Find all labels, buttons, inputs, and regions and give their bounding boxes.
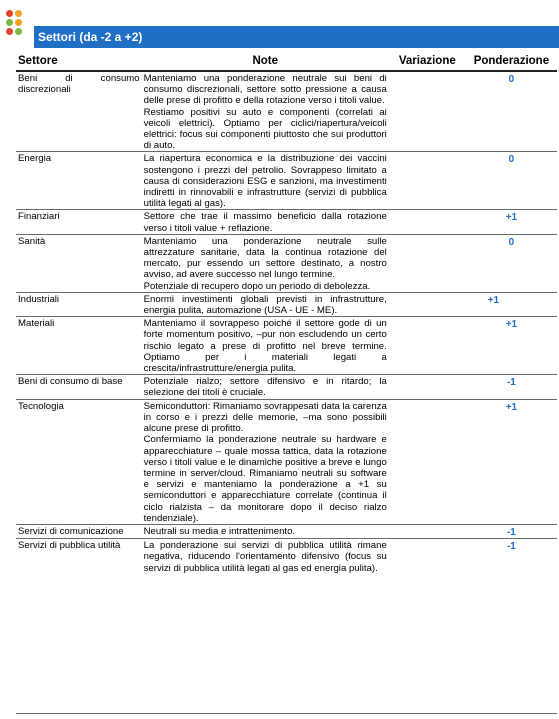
sector-ponderazione: 0 — [508, 74, 515, 85]
sector-variazione — [389, 539, 466, 574]
logo-dot-red-2 — [6, 28, 13, 35]
sector-ponderazione: +1 — [505, 319, 518, 331]
section-title: Settori (da -2 a +2) — [38, 30, 143, 44]
sector-note — [142, 375, 389, 399]
table-row — [16, 375, 557, 399]
sector-note — [142, 524, 389, 538]
col-header-variazione: Variazione — [389, 54, 466, 71]
sector-ponderazione: -1 — [506, 526, 516, 538]
sector-variazione — [389, 152, 466, 210]
sector-variazione — [389, 399, 466, 524]
sector-table — [16, 54, 557, 574]
sector-ponderazione-cell — [466, 234, 557, 292]
sector-note — [142, 539, 389, 574]
sector-ponderazione-cell — [466, 292, 557, 316]
sector-ponderazione-cell — [466, 71, 557, 152]
sector-note — [142, 234, 389, 292]
sector-name: Servizi di pubblica utilità — [16, 539, 142, 574]
sector-variazione — [389, 71, 466, 152]
table-row — [16, 292, 557, 316]
sector-note — [142, 399, 389, 524]
section-header — [34, 26, 559, 48]
sector-ponderazione: +1 — [487, 294, 500, 306]
sector-variazione — [389, 317, 466, 375]
sector-name: Industriali — [16, 292, 142, 316]
note-paragraph: Manteniamo una ponderazione neutrale sui beni di consumo discrezionali, settore sotto pressione a causa delle prese di profitto e della rotazione verso i titoli value. — [143, 73, 387, 107]
note-paragraph: Potenziale di recupero dopo un periodo di debolezza. — [143, 280, 371, 292]
note-paragraph: Manteniamo una ponderazione neutrale sulle attrezzature sanitarie, data la continua rotazione del mercato, pur essendo un settore destinato, a nostro avviso, ad avere successo nel lungo termine. — [143, 235, 387, 281]
note-paragraph: Enormi investimenti globali previsti in infrastrutture, energia pulita, automazione (USA - UE - ME). — [143, 293, 387, 317]
sector-ponderazione: 0 — [508, 154, 515, 166]
table-row — [16, 317, 557, 375]
note-paragraph: Confermiamo la ponderazione neutrale su hardware e apparecchiature – quale mossa tattica, data la rotazione verso i titoli value e le dinamiche positive a breve e lungo termine in server/cloud. Rimaniamo neutrali su software e servizi e manteniamo la ponderazione a +1 su semiconduttori e apparecchiature correlate (continua il ciclo rialzista – da monitorare dopo il deciso rialzo tendenziale). — [143, 434, 387, 524]
sector-ponderazione: +1 — [505, 212, 518, 224]
table-bottom-rule — [16, 713, 557, 714]
sector-variazione — [389, 375, 466, 399]
sector-variazione — [389, 292, 466, 316]
sector-ponderazione: -1 — [506, 541, 516, 553]
note-paragraph: La riapertura economica e la distribuzione dei vaccini sostengono i prezzi del petrolio. Sovrappeso limitato a causa di considerazioni ESG e sanzioni, ma investimenti indiretti in rinnovabili e infrastrutture (servizi di pubblica utilità legati al gas). — [143, 153, 387, 210]
sector-name: Servizi di comunicazione — [16, 524, 142, 538]
table-row — [16, 524, 557, 538]
sector-note — [142, 152, 389, 210]
table-header-row — [16, 54, 557, 71]
note-paragraph: Semiconduttori: Rimaniamo sovrappesati data la carenza in corso e i prezzi delle memorie, –ma sono possibili alcune prese di profitto. — [143, 400, 387, 435]
sector-name: Materiali — [16, 317, 142, 375]
sector-variazione — [389, 234, 466, 292]
sector-name: Beni di consumo discrezionali — [18, 73, 140, 96]
sector-ponderazione: 0 — [508, 236, 515, 248]
sector-name: Sanità — [16, 234, 142, 292]
table-row — [16, 234, 557, 292]
sector-ponderazione: +1 — [505, 401, 518, 413]
sector-note — [142, 210, 389, 234]
sector-ponderazione-cell — [466, 375, 557, 399]
logo-dot-green — [6, 19, 13, 26]
logo-dot-orange-2 — [15, 19, 22, 26]
table-row — [16, 399, 557, 524]
sector-ponderazione-cell — [466, 399, 557, 524]
note-paragraph: Manteniamo il sovrappeso poiché il settore gode di un forte momentum positivo, –pur non escludendo un certo rischio legato a prese di profitto nel breve termine. Optiamo per i materiali legati a crescita/infrastrutture/energia pulita. — [143, 318, 387, 375]
col-header-settore: Settore — [16, 54, 142, 71]
sector-name: Tecnologia — [16, 399, 142, 524]
table-row — [16, 210, 557, 234]
sector-ponderazione-cell — [466, 317, 557, 375]
sector-ponderazione-cell — [466, 152, 557, 210]
note-paragraph: Restiamo positivi su auto e componenti (correlati ai veicoli elettrici). Optiamo per ciclici/riapertura/veicoli elettrici: focus sui componenti piuttosto che sui produttori di auto. — [143, 106, 387, 152]
sector-name: Beni di consumo di base — [16, 375, 142, 399]
logo-dot-red — [6, 10, 13, 17]
sector-ponderazione: -1 — [506, 377, 516, 389]
table-row — [16, 539, 557, 574]
col-header-ponderazione: Ponderazione — [466, 54, 557, 71]
sector-name: Energia — [16, 152, 142, 210]
sector-variazione — [389, 210, 466, 234]
sector-variazione — [389, 524, 466, 538]
logo-dot-green-2 — [15, 28, 22, 35]
col-header-note: Note — [142, 54, 389, 71]
brand-logo — [2, 4, 34, 50]
sector-note — [142, 292, 389, 316]
note-paragraph: La ponderazione sui servizi di pubblica utilità rimane negativa, riducendo l'orientamento difensivo (focus su servizi di pubblica utilità legati al gas ed energia pulita). — [143, 540, 387, 574]
sector-name: Finanziari — [16, 210, 142, 234]
sector-ponderazione-cell — [466, 210, 557, 234]
sector-note — [142, 71, 389, 152]
table-row — [16, 152, 557, 210]
sector-ponderazione-cell — [466, 524, 557, 538]
sector-ponderazione-cell — [466, 539, 557, 574]
sector-note — [142, 317, 389, 375]
note-paragraph: Neutrali su media e intrattenimento. — [143, 525, 296, 537]
table-row — [16, 71, 557, 152]
logo-dot-orange — [15, 10, 22, 17]
note-paragraph: Potenziale rialzo; settore difensivo e in ritardo; la selezione dei titoli è cruciale. — [143, 376, 387, 399]
note-paragraph: Settore che trae il massimo beneficio dalla rotazione verso i titoli value + reflazione. — [143, 211, 387, 234]
